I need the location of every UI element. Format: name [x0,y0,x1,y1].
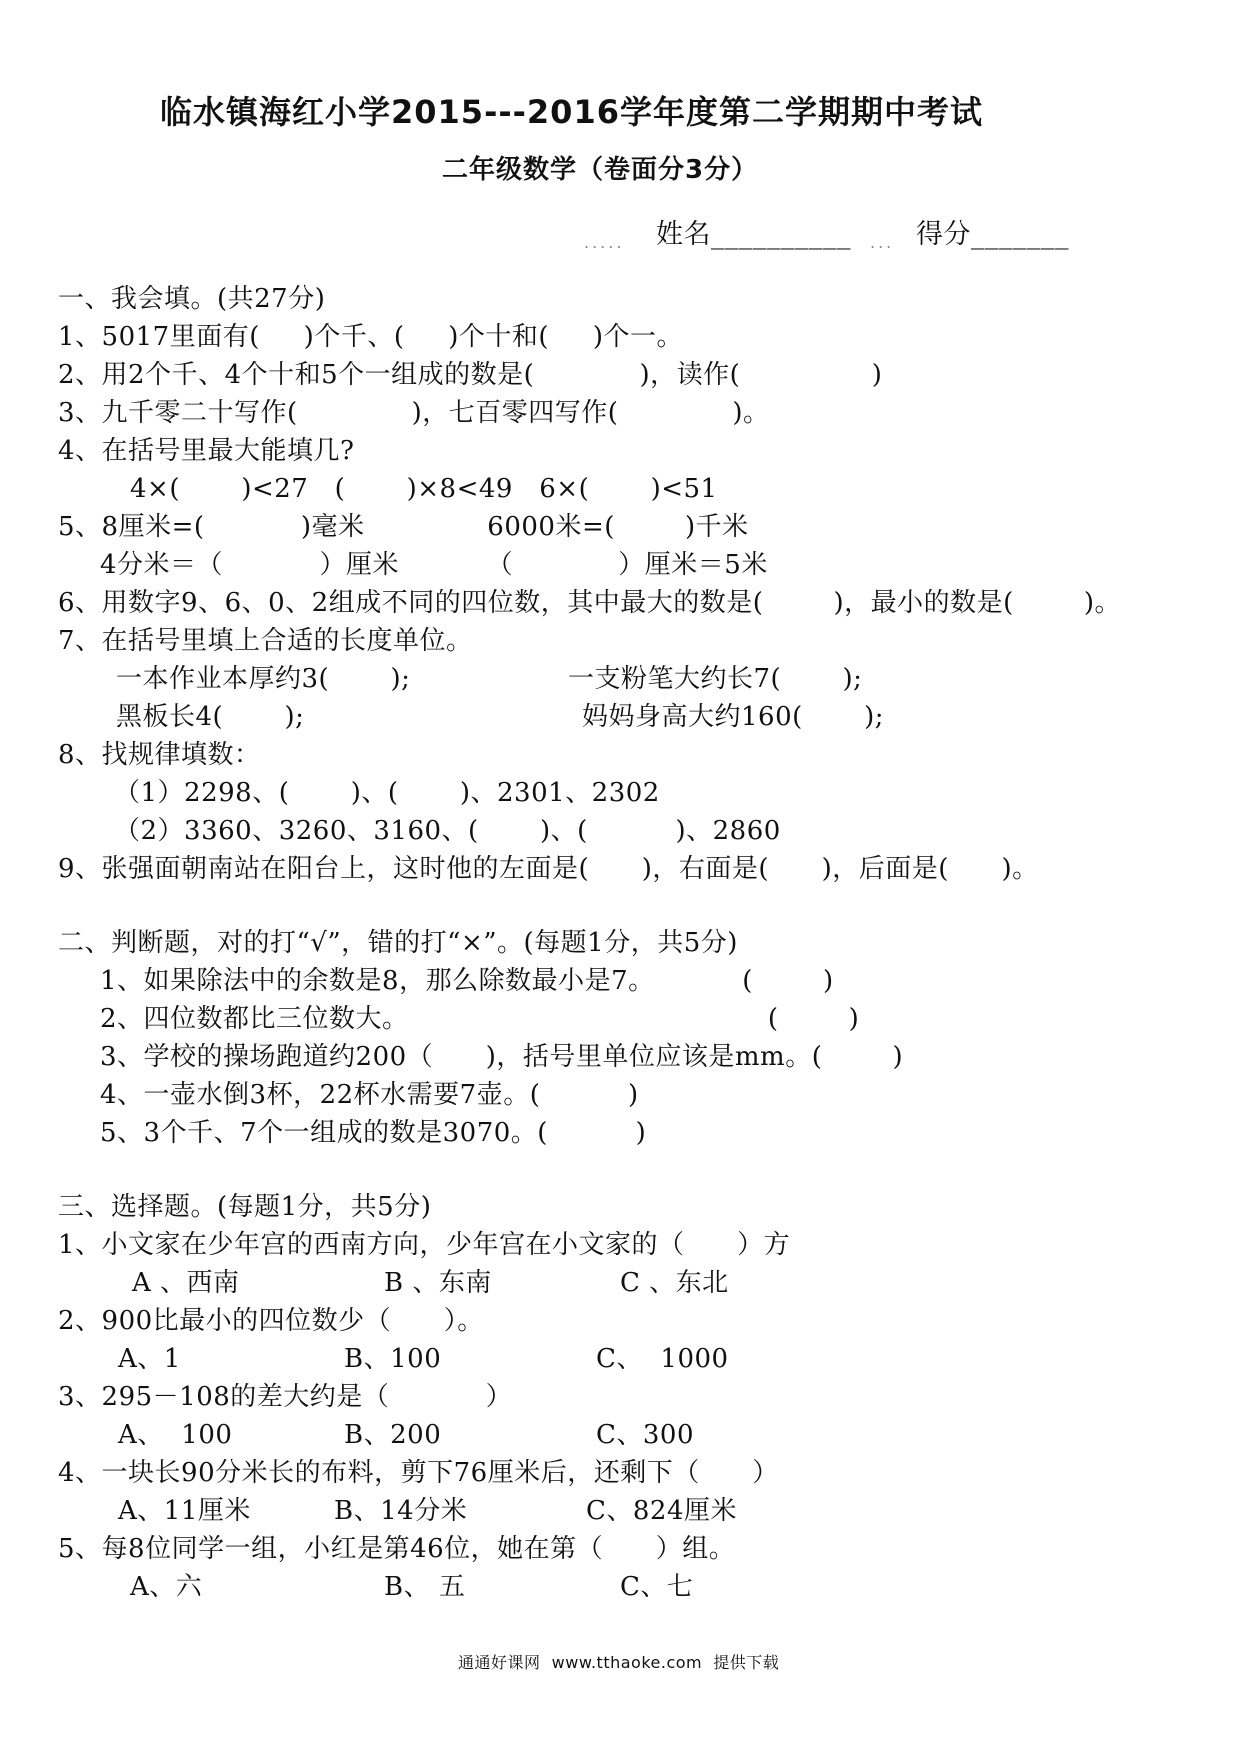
question-line: 4、一壶水倒3杯，22杯水需要7壶。( ) [100,1080,639,1110]
question-line: 6、用数字9、6、0、2组成不同的四位数，其中最大的数是( )，最小的数是( )。 [58,588,1122,618]
question-line: 7、在括号里填上合适的长度单位。 [58,626,473,656]
question-line: 4、一块长90分米长的布料，剪下76厘米后，还剩下（ ） [58,1458,779,1488]
question-line: 2、四位数都比三位数大。 ( ) [100,1004,860,1034]
option-a: A、 100 [118,1420,233,1450]
question-line: （1）2298、( )、( )、2301、2302 [114,778,660,808]
question-line: 1、小文家在少年宫的西南方向，少年宫在小文家的（ ）方 [58,1230,791,1260]
option-a: A 、西南 [132,1268,240,1298]
score-field: 得分_______ [916,219,1069,250]
section3-heading: 三、选择题。(每题1分，共5分) [58,1192,432,1222]
option-b: B 、东南 [384,1268,492,1298]
question-line: 5、8厘米=( )毫米 6000米=( )千米 [58,512,749,542]
question-line: 4×( )<27 ( )×8<49 6×( )<51 [130,474,718,504]
name-dots: ..... [584,233,625,252]
question-line: 4、在括号里最大能填几? [58,436,355,466]
question-line: 1、如果除法中的余数是8，那么除数最小是7。 ( ) [100,966,834,996]
option-b: B、200 [344,1420,442,1450]
question-line: 5、3个千、7个一组成的数是3070。( ) [100,1118,647,1148]
option-b: B、 五 [384,1572,466,1602]
question-line: 一支粉笔大约长7( ); [568,664,863,694]
question-line: 2、用2个千、4个十和5个一组成的数是( )，读作( ) [58,360,883,390]
exam-subtitle: 二年级数学（卷面分3分） [442,155,759,185]
section2-heading: 二、判断题，对的打“√”，错的打“×”。(每题1分，共5分) [58,928,738,958]
option-b: B、100 [344,1344,442,1374]
footer-credit: 通通好课网 www.tthaoke.com 提供下载 [458,1653,780,1672]
question-line: （2）3360、3260、3160、( )、( )、2860 [114,816,781,846]
option-a: A、11厘米 [118,1496,251,1526]
question-line: 3、九千零二十写作( )，七百零四写作( )。 [58,398,770,428]
question-line: 妈妈身高大约160( ); [582,702,885,732]
option-a: A、1 [118,1344,181,1374]
option-c: C、七 [620,1572,694,1602]
question-line: 一本作业本厚约3( ); [116,664,411,694]
question-line: 1、5017里面有( )个千、( )个十和( )个一。 [58,322,684,352]
option-c: C、300 [596,1420,695,1450]
section1-heading: 一、我会填。(共27分) [58,284,326,314]
name-field: 姓名__________ [656,219,851,250]
question-line: 黑板长4( ); [116,702,305,732]
exam-title: 临水镇海红小学2015---2016学年度第二学期期中考试 [160,93,983,131]
question-line: 3、295－108的差大约是（ ） [58,1382,513,1412]
option-c: C 、东北 [620,1268,729,1298]
option-b: B、14分米 [334,1496,468,1526]
question-line: 9、张强面朝南站在阳台上，这时他的左面是( )，右面是( )，后面是( )。 [58,854,1039,884]
question-line: 8、找规律填数： [58,740,261,770]
option-a: A、六 [130,1572,203,1602]
question-line: 2、900比最小的四位数少（ ）。 [58,1306,484,1336]
question-line: 3、学校的操场跑道约200（ )，括号里单位应该是mm。( ) [100,1042,904,1072]
question-line: 5、每8位同学一组，小红是第46位，她在第（ ）组。 [58,1534,736,1564]
option-c: C、824厘米 [586,1496,738,1526]
option-c: C、 1000 [596,1344,729,1374]
question-line: 4分米＝（ ）厘米 （ ）厘米＝5米 [100,550,768,580]
score-dots: ... [870,233,895,252]
